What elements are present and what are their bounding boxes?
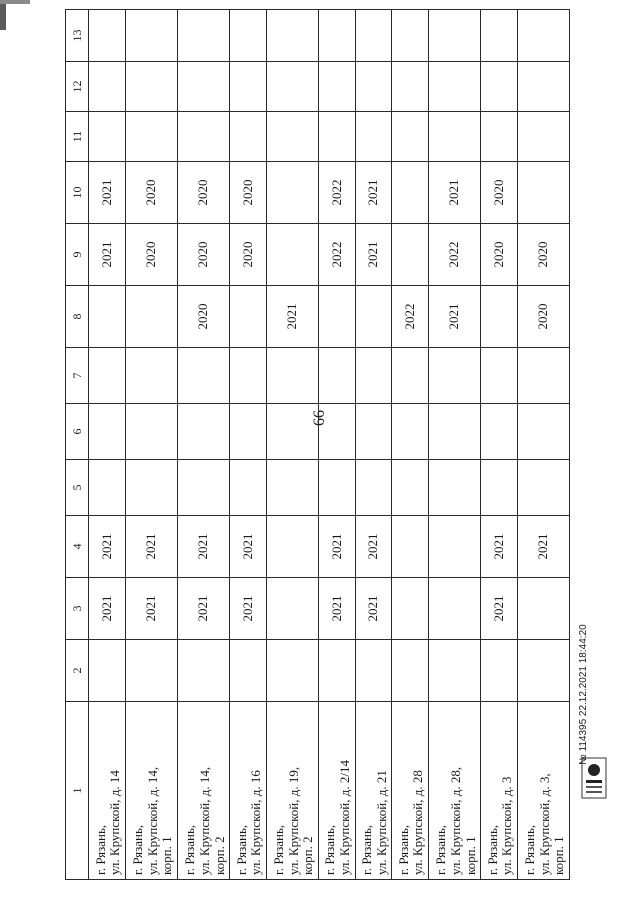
table-body: [89, 10, 570, 880]
year-cell: [392, 640, 429, 702]
address-line: корп. 2: [211, 836, 227, 875]
address-line: ул. Крупской, д. 21: [373, 770, 389, 875]
year-cell: [89, 404, 126, 460]
column-header: 6: [66, 404, 89, 460]
year-cell: [230, 286, 267, 348]
year-cell: [517, 112, 569, 162]
year-cell: [266, 112, 318, 162]
year-cell: 2022: [318, 162, 355, 224]
year-cell: [177, 62, 229, 112]
year-cell: [428, 640, 480, 702]
year-cell: 2021: [125, 578, 177, 640]
year-cell: [428, 578, 480, 640]
year-cell: [392, 112, 429, 162]
year-cell: 2021: [89, 578, 126, 640]
year-cell: [177, 640, 229, 702]
year-cell: 2020: [230, 162, 267, 224]
year-cell: [392, 578, 429, 640]
year-cell: 2020: [177, 286, 229, 348]
year-cell: [125, 348, 177, 404]
year-cell: [318, 286, 355, 348]
year-cell: [89, 640, 126, 702]
table-row: [355, 10, 392, 880]
year-cell: [481, 348, 518, 404]
year-cell: [125, 460, 177, 516]
year-cell: [392, 10, 429, 62]
year-cell: [355, 460, 392, 516]
year-cell: [355, 404, 392, 460]
year-cell: 2020: [481, 224, 518, 286]
year-cell: 2021: [355, 224, 392, 286]
table-row: [230, 10, 267, 880]
address-cell: [481, 702, 518, 880]
address-line: г. Рязань,: [92, 824, 108, 875]
year-cell: [392, 224, 429, 286]
address-line: ул. Крупской, д. 19,: [285, 766, 301, 875]
year-cell: [177, 348, 229, 404]
table-row: [125, 10, 177, 880]
year-cell: 2021: [125, 516, 177, 578]
year-cell: 2021: [318, 516, 355, 578]
year-cell: 2020: [177, 224, 229, 286]
year-cell: 2021: [517, 516, 569, 578]
year-cell: [355, 286, 392, 348]
year-cell: [392, 516, 429, 578]
year-cell: [428, 460, 480, 516]
year-cell: [318, 640, 355, 702]
year-cell: 2020: [230, 224, 267, 286]
column-header: 7: [66, 348, 89, 404]
address-line: ул. Крупской, д. 28: [410, 770, 426, 875]
year-cell: [428, 348, 480, 404]
column-header: 12: [66, 62, 89, 112]
year-cell: 2021: [428, 162, 480, 224]
column-header: 1: [66, 702, 89, 880]
address-line: ул. Крупской, д. 16: [248, 770, 264, 875]
year-cell: [428, 516, 480, 578]
column-header: 10: [66, 162, 89, 224]
year-cell: [517, 404, 569, 460]
year-cell: 2021: [266, 286, 318, 348]
year-cell: 2020: [481, 162, 518, 224]
address-cell: [428, 702, 480, 880]
address-cell: [125, 702, 177, 880]
table-row: [266, 10, 318, 880]
year-cell: [230, 62, 267, 112]
year-cell: [266, 516, 318, 578]
year-cell: 2021: [89, 162, 126, 224]
year-cell: [125, 112, 177, 162]
year-cell: [266, 10, 318, 62]
address-line: г. Рязань,: [130, 824, 146, 875]
year-cell: [517, 62, 569, 112]
year-cell: 2020: [517, 286, 569, 348]
year-cell: [392, 162, 429, 224]
year-cell: [392, 460, 429, 516]
address-line: корп. 1: [462, 836, 478, 875]
address-line: ул. Крупской, д. 14,: [144, 766, 160, 875]
year-cell: [481, 112, 518, 162]
year-cell: 2021: [89, 224, 126, 286]
year-cell: 2021: [355, 578, 392, 640]
address-line: корп. 2: [300, 836, 316, 875]
address-cell: [517, 702, 569, 880]
table-header-row: [66, 10, 89, 880]
address-line: г. Рязань,: [522, 824, 538, 875]
year-cell: [125, 62, 177, 112]
year-cell: [318, 404, 355, 460]
year-cell: [177, 460, 229, 516]
year-cell: [481, 404, 518, 460]
year-cell: [517, 10, 569, 62]
scan-edge-mark-top: [0, 0, 30, 4]
address-line: г. Рязань,: [395, 824, 411, 875]
year-cell: [392, 348, 429, 404]
page-number: 66: [311, 410, 328, 426]
year-cell: 2021: [428, 286, 480, 348]
address-line: ул. Крупской, д. 28,: [447, 766, 463, 875]
year-cell: [125, 286, 177, 348]
year-cell: [89, 460, 126, 516]
column-header: 11: [66, 112, 89, 162]
year-cell: 2021: [481, 578, 518, 640]
address-line: ул. Крупской, д. 3,: [536, 773, 552, 875]
year-cell: [481, 62, 518, 112]
year-cell: 2021: [318, 578, 355, 640]
year-cell: [266, 578, 318, 640]
year-cell: [266, 224, 318, 286]
table-row: [392, 10, 429, 880]
year-cell: 2020: [177, 162, 229, 224]
address-line: г. Рязань,: [433, 824, 449, 875]
column-header: 4: [66, 516, 89, 578]
year-cell: [517, 162, 569, 224]
year-cell: [428, 404, 480, 460]
year-cell: [318, 62, 355, 112]
year-cell: [266, 62, 318, 112]
address-line: г. Рязань,: [233, 824, 249, 875]
address-cell: [392, 702, 429, 880]
address-line: г. Рязань,: [271, 824, 287, 875]
year-cell: [266, 404, 318, 460]
year-cell: 2020: [517, 224, 569, 286]
scan-edge-mark: [0, 0, 6, 30]
year-cell: [355, 112, 392, 162]
year-cell: [89, 10, 126, 62]
table-row: [517, 10, 569, 880]
year-cell: [392, 62, 429, 112]
address-line: ул. Крупской, д. 2/14: [337, 760, 353, 875]
year-cell: [517, 348, 569, 404]
year-cell: [230, 404, 267, 460]
year-cell: [392, 404, 429, 460]
year-cell: [230, 460, 267, 516]
table-row: [177, 10, 229, 880]
column-header: 3: [66, 578, 89, 640]
column-header: 13: [66, 10, 89, 62]
table-row: [428, 10, 480, 880]
year-cell: [266, 348, 318, 404]
year-cell: [517, 460, 569, 516]
year-cell: [125, 10, 177, 62]
year-cell: [230, 112, 267, 162]
year-cell: [428, 112, 480, 162]
year-cell: [89, 286, 126, 348]
year-cell: [481, 10, 518, 62]
year-cell: [318, 10, 355, 62]
year-cell: 2022: [318, 224, 355, 286]
year-cell: [318, 348, 355, 404]
address-line: г. Рязань,: [484, 824, 500, 875]
address-line: г. Рязань,: [359, 824, 375, 875]
year-cell: [266, 460, 318, 516]
year-cell: [230, 348, 267, 404]
year-cell: [318, 112, 355, 162]
address-cell: [177, 702, 229, 880]
year-cell: [89, 62, 126, 112]
year-cell: 2022: [392, 286, 429, 348]
year-cell: 2021: [89, 516, 126, 578]
year-cell: [266, 640, 318, 702]
year-cell: [428, 10, 480, 62]
address-line: корп. 1: [551, 836, 567, 875]
address-cell: [355, 702, 392, 880]
address-cell: [89, 702, 126, 880]
year-cell: 2021: [481, 516, 518, 578]
year-cell: [355, 10, 392, 62]
year-cell: 2022: [428, 224, 480, 286]
column-header: 8: [66, 286, 89, 348]
address-line: г. Рязань,: [322, 824, 338, 875]
year-cell: [318, 460, 355, 516]
table-row: [481, 10, 518, 880]
address-cell: [266, 702, 318, 880]
year-cell: [177, 404, 229, 460]
address-line: г. Рязань,: [182, 824, 198, 875]
year-cell: [230, 640, 267, 702]
column-header: 2: [66, 640, 89, 702]
year-cell: [355, 640, 392, 702]
table-row: [318, 10, 355, 880]
year-cell: [481, 286, 518, 348]
year-cell: 2021: [177, 516, 229, 578]
table-container: [65, 30, 570, 880]
year-cell: [89, 112, 126, 162]
address-cell: [318, 702, 355, 880]
address-line: ул. Крупской, д. 14,: [197, 766, 213, 875]
year-cell: 2021: [230, 578, 267, 640]
column-header: 9: [66, 224, 89, 286]
year-cell: [481, 640, 518, 702]
year-cell: 2021: [177, 578, 229, 640]
year-cell: [517, 578, 569, 640]
year-cell: [125, 404, 177, 460]
year-cell: [355, 348, 392, 404]
year-cell: [125, 640, 177, 702]
year-cell: 2021: [355, 516, 392, 578]
address-line: ул. Крупской, д. 14: [107, 770, 123, 875]
year-cell: [89, 348, 126, 404]
document-stamp: № 114395 22.12.2021 18:44:20: [578, 624, 589, 765]
year-cell: 2021: [230, 516, 267, 578]
year-cell: 2020: [125, 162, 177, 224]
address-line: корп. 1: [159, 836, 175, 875]
column-header: 5: [66, 460, 89, 516]
year-cell: [266, 162, 318, 224]
year-cell: 2021: [355, 162, 392, 224]
year-cell: [177, 10, 229, 62]
year-cell: [230, 10, 267, 62]
year-cell: 2020: [125, 224, 177, 286]
address-line: ул. Крупской, д. 3: [499, 776, 515, 875]
data-table: [65, 9, 570, 880]
year-cell: [428, 62, 480, 112]
year-cell: [177, 112, 229, 162]
year-cell: [355, 62, 392, 112]
table-row: [89, 10, 126, 880]
year-cell: [481, 460, 518, 516]
address-cell: [230, 702, 267, 880]
year-cell: [517, 640, 569, 702]
